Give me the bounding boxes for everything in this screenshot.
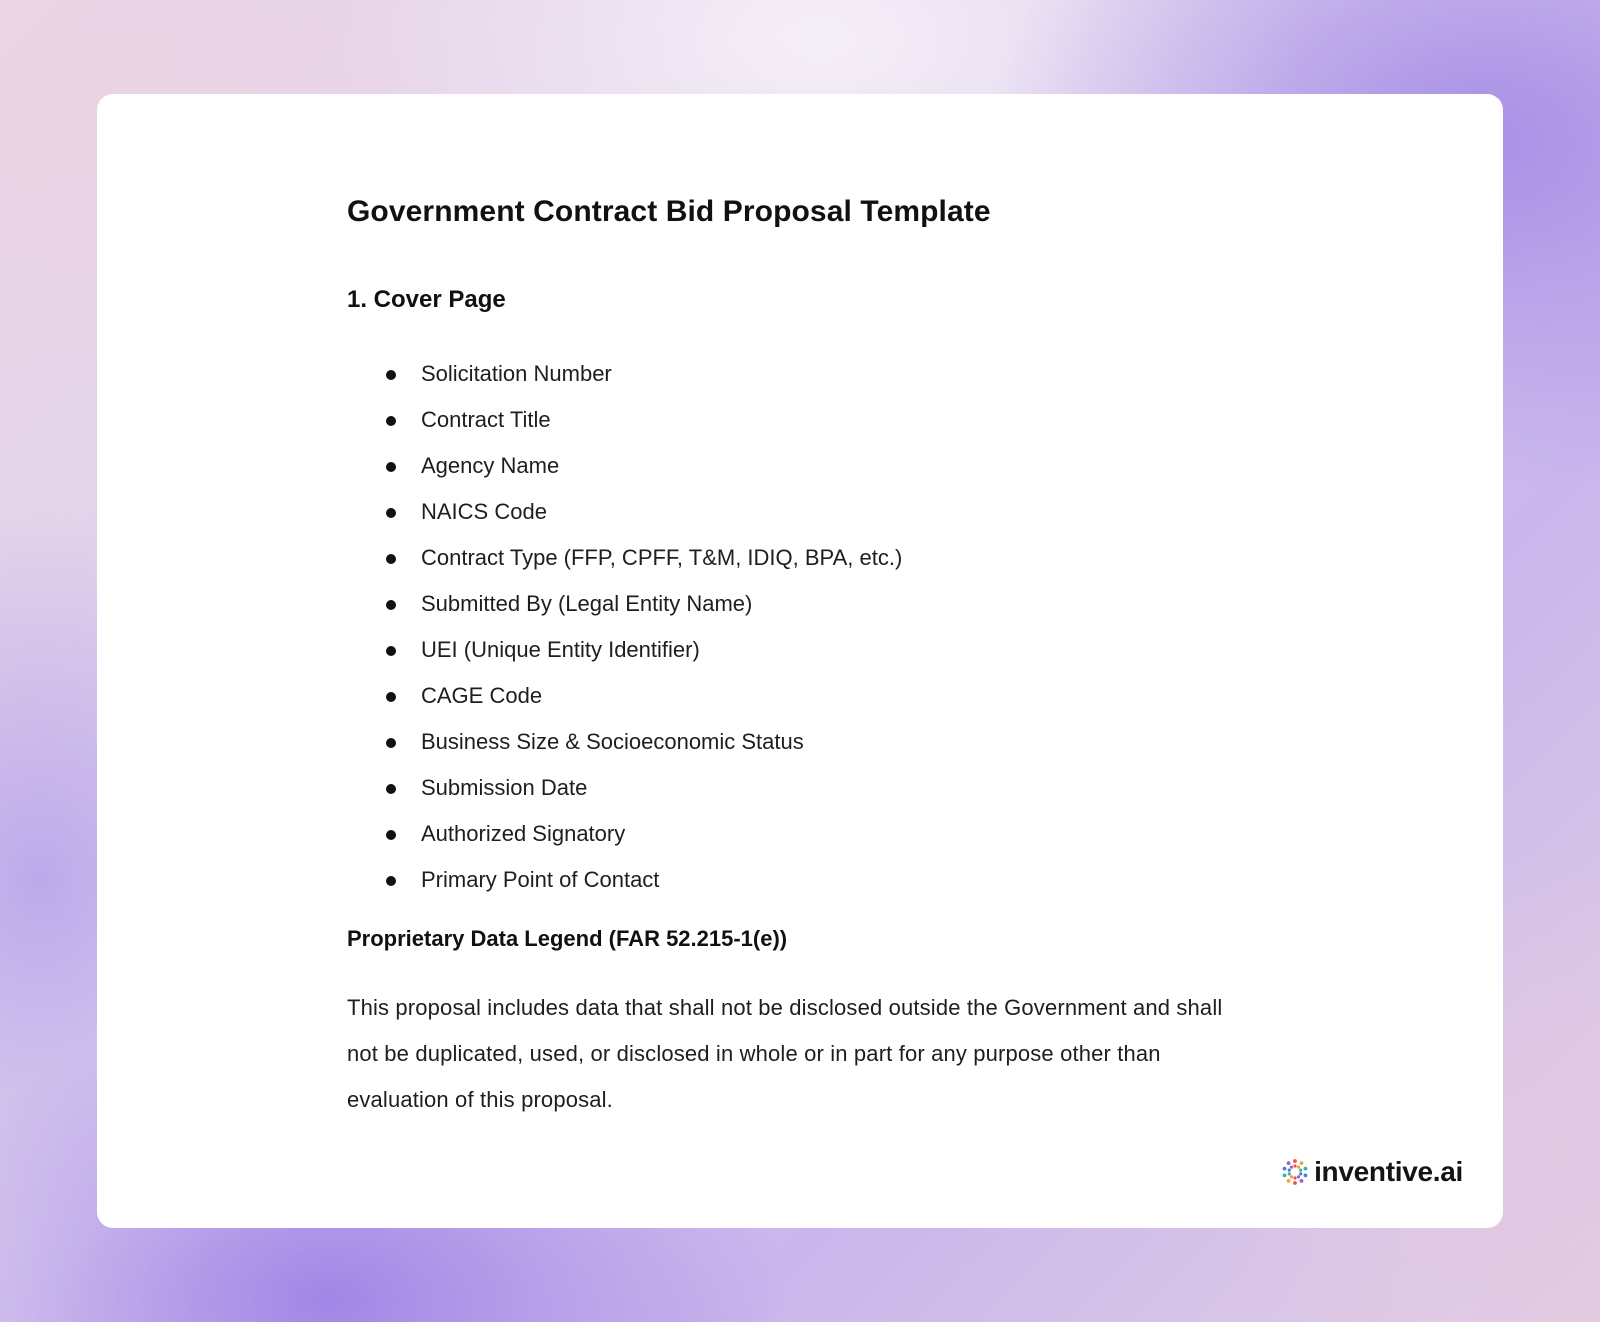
logo-dot: [1293, 1176, 1296, 1179]
logo-dot: [1299, 1172, 1302, 1175]
list-item: [347, 489, 1257, 535]
list-item-label: UEI (Unique Entity Identifier): [421, 636, 700, 662]
list-item: [347, 581, 1257, 627]
document-card: [97, 94, 1503, 1228]
document-content: [347, 194, 1257, 1123]
bullet-icon: [386, 554, 396, 564]
logo-dot: [1287, 1161, 1291, 1165]
list-item-label: Contract Type (FFP, CPFF, T&M, IDIQ, BPA, etc.): [421, 544, 903, 570]
list-item: [347, 627, 1257, 673]
logo-dot: [1288, 1172, 1291, 1175]
list-item-label: Submission Date: [421, 774, 588, 800]
list-item: [347, 811, 1257, 857]
list-item: [347, 857, 1257, 903]
bullet-icon: [386, 462, 396, 472]
list-item-label: NAICS Code: [421, 498, 547, 524]
logo-dot: [1293, 1164, 1296, 1167]
section-heading-cover-page: 1. Cover Page: [347, 286, 506, 313]
list-item-label: Business Size & Socioeconomic Status: [421, 728, 804, 754]
bullet-icon: [386, 508, 396, 518]
list-item: [347, 397, 1257, 443]
bullet-icon: [386, 646, 396, 656]
list-item: [347, 765, 1257, 811]
proprietary-legend-text: This proposal includes data that shall not be disclosed outside the Government and shall not be duplicated, used, or disclosed in whole or in part for any purpose other than evaluation of this proposal.: [347, 995, 1223, 1113]
logo-dot: [1283, 1167, 1287, 1171]
logo-dot: [1299, 1169, 1302, 1172]
list-item-label: Submitted By (Legal Entity Name): [421, 590, 753, 616]
inventive-logo-icon: [1282, 1159, 1308, 1185]
brand-logo: [1282, 1158, 1463, 1186]
bullet-icon: [386, 876, 396, 886]
bullet-icon: [386, 784, 396, 794]
list-item: [347, 673, 1257, 719]
logo-dot: [1300, 1161, 1304, 1165]
list-item-label: Primary Point of Contact: [421, 866, 660, 892]
list-item-label: Solicitation Number: [421, 360, 612, 386]
list-item: [347, 443, 1257, 489]
logo-dot: [1293, 1181, 1297, 1185]
logo-dot: [1304, 1167, 1308, 1171]
bullet-icon: [386, 830, 396, 840]
list-item: [347, 535, 1257, 581]
bullet-icon: [386, 600, 396, 610]
bullet-icon: [386, 692, 396, 702]
proprietary-legend-heading: Proprietary Data Legend (FAR 52.215-1(e)): [347, 925, 788, 951]
logo-dot: [1297, 1166, 1300, 1169]
document-title: Government Contract Bid Proposal Template: [347, 195, 991, 228]
list-item-label: Agency Name: [421, 452, 560, 478]
logo-dot: [1288, 1169, 1291, 1172]
bullet-icon: [386, 370, 396, 380]
list-item-label: Authorized Signatory: [421, 820, 626, 846]
bullet-icon: [386, 416, 396, 426]
cover-page-list: [347, 351, 1257, 903]
bullet-icon: [386, 738, 396, 748]
list-item-label: CAGE Code: [421, 682, 543, 708]
list-item: [347, 351, 1257, 397]
logo-dot: [1300, 1179, 1304, 1183]
logo-dot: [1290, 1166, 1293, 1169]
logo-dot: [1287, 1179, 1291, 1183]
list-item-label: Contract Title: [421, 406, 551, 432]
logo-dot: [1304, 1174, 1308, 1178]
logo-dot: [1290, 1175, 1293, 1178]
brand-name: inventive.ai: [1314, 1156, 1463, 1187]
list-item: [347, 719, 1257, 765]
logo-dot: [1283, 1174, 1287, 1178]
logo-dot: [1297, 1175, 1300, 1178]
logo-dot: [1293, 1159, 1297, 1163]
